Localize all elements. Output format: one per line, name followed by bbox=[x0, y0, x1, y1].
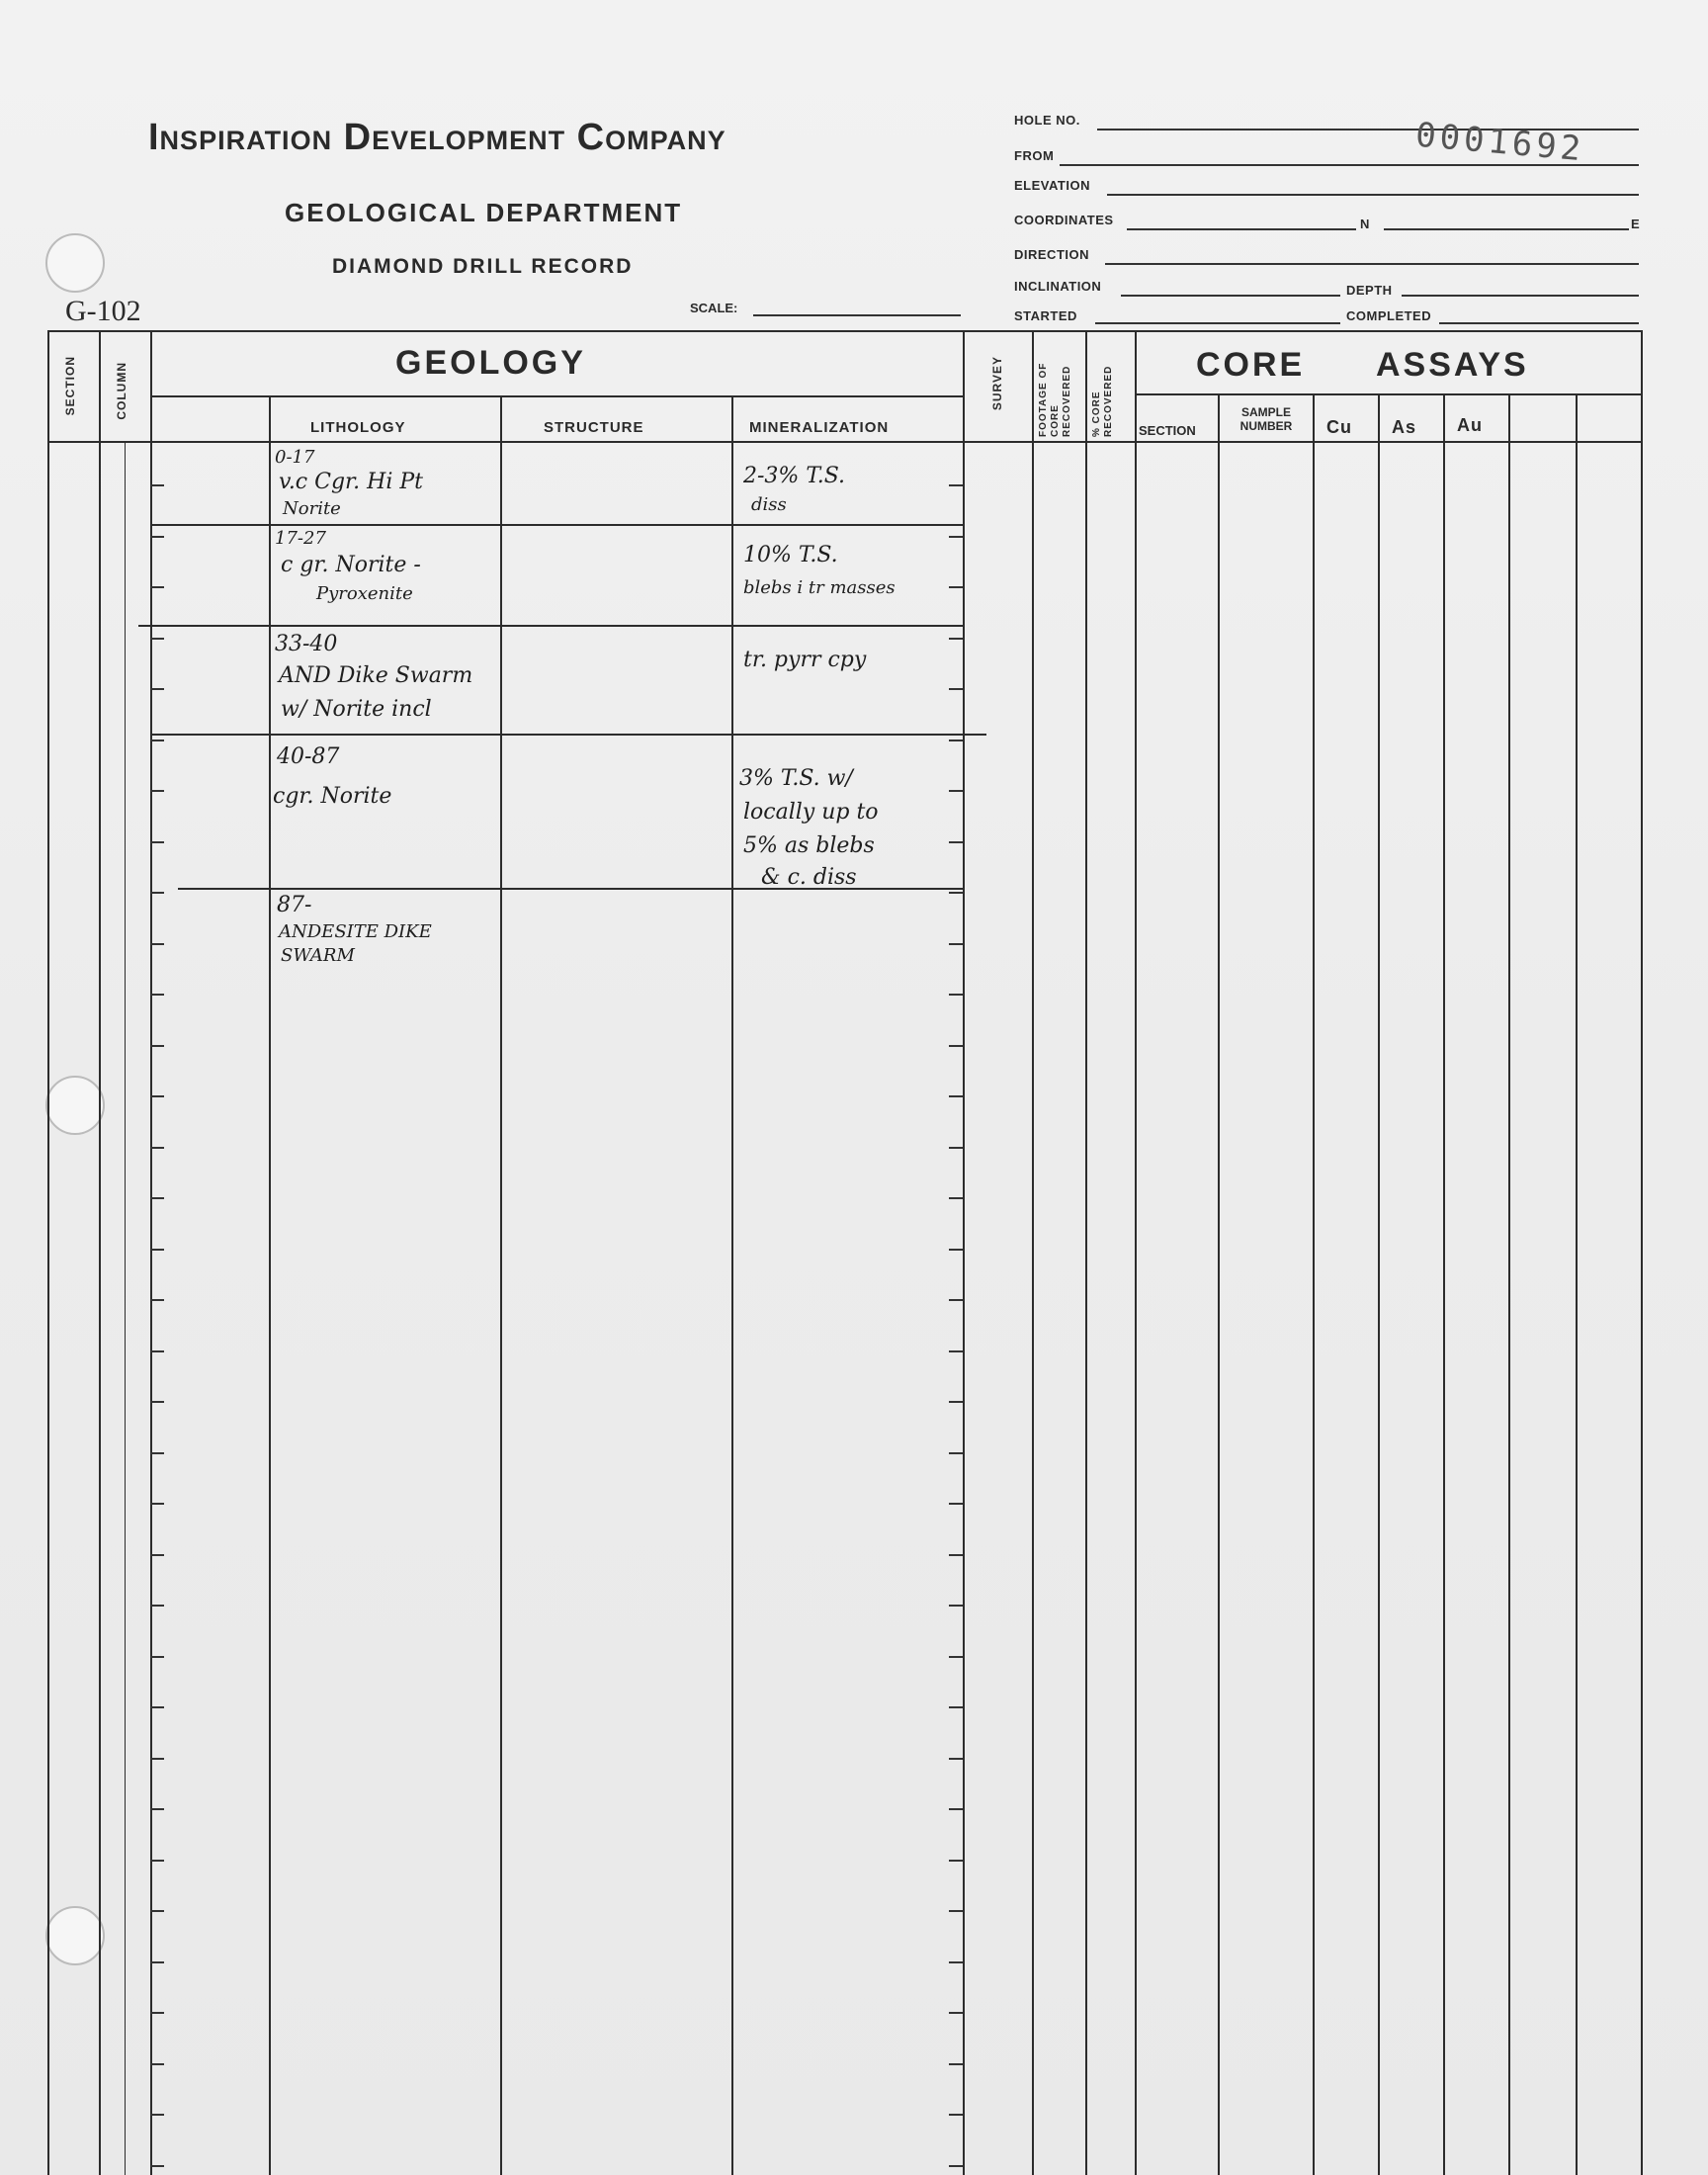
coordinates-n-label: N bbox=[1360, 217, 1370, 231]
survey-right-divider bbox=[1032, 330, 1034, 2175]
coordinates-label: COORDINATES bbox=[1014, 213, 1114, 227]
entry-mineralization: locally up to bbox=[743, 800, 879, 825]
form-code: G-102 bbox=[65, 295, 141, 327]
depth-tick bbox=[949, 892, 963, 894]
entry-interval: 87- bbox=[277, 893, 312, 917]
entry-lithology: v.c Cgr. Hi Pt bbox=[279, 470, 423, 494]
depth-tick bbox=[949, 688, 963, 690]
depth-tick bbox=[150, 484, 164, 486]
elevation-label: ELEVATION bbox=[1014, 178, 1090, 193]
depth-tick bbox=[150, 994, 164, 996]
depth-tick bbox=[150, 943, 164, 945]
depth-tick bbox=[150, 1299, 164, 1301]
depth-tick bbox=[949, 638, 963, 640]
depth-line[interactable] bbox=[1402, 295, 1639, 297]
coordinates-e-label: E bbox=[1631, 217, 1641, 231]
depth-tick bbox=[150, 1554, 164, 1556]
depth-tick bbox=[150, 1605, 164, 1607]
entry-interval: 40-87 bbox=[277, 744, 340, 769]
punch-hole bbox=[45, 233, 105, 293]
mineralization-left-divider bbox=[731, 395, 733, 2175]
depth-tick bbox=[949, 2012, 963, 2014]
au-divider bbox=[1508, 393, 1510, 2175]
footage-right-divider bbox=[1085, 330, 1087, 2175]
lithology-header: LITHOLOGY bbox=[310, 419, 406, 436]
pct-core-header: % CORE RECOVERED bbox=[1091, 365, 1114, 437]
entry-lithology: ANDESITE DIKE bbox=[279, 921, 432, 942]
au-header: Au bbox=[1457, 415, 1483, 435]
core-header: CORE bbox=[1196, 346, 1306, 384]
depth-tick bbox=[949, 1503, 963, 1505]
depth-tick bbox=[949, 1045, 963, 1047]
geology-right-divider bbox=[963, 330, 965, 2175]
record-type: DIAMOND DRILL RECORD bbox=[332, 255, 634, 278]
depth-tick bbox=[949, 1401, 963, 1403]
depth-tick bbox=[949, 1656, 963, 1658]
geology-subheader-rule bbox=[150, 395, 965, 397]
depth-tick bbox=[949, 1197, 963, 1199]
elevation-line[interactable] bbox=[1107, 194, 1639, 196]
assay-section-divider bbox=[1218, 393, 1220, 2175]
depth-tick bbox=[150, 536, 164, 538]
depth-tick bbox=[150, 892, 164, 894]
mineralization-header: MINERALIZATION bbox=[749, 419, 890, 436]
entry-mineralization: & c. diss bbox=[761, 865, 857, 890]
depth-tick bbox=[949, 1860, 963, 1862]
entry-lithology: AND Dike Swarm bbox=[279, 663, 473, 688]
depth-tick bbox=[949, 1910, 963, 1912]
depth-tick bbox=[949, 2063, 963, 2065]
scale-line bbox=[753, 314, 961, 316]
geology-header: GEOLOGY bbox=[395, 344, 586, 382]
entry-lithology: Pyroxenite bbox=[316, 583, 413, 604]
started-line[interactable] bbox=[1095, 322, 1340, 324]
assay-subheader-rule bbox=[1135, 393, 1643, 395]
section-header: SECTION bbox=[63, 356, 77, 416]
column-geology-divider bbox=[150, 330, 152, 2175]
entry-interval: 17-27 bbox=[275, 528, 326, 549]
as-divider bbox=[1443, 393, 1445, 2175]
depth-tick bbox=[949, 1605, 963, 1607]
structure-left-divider bbox=[500, 395, 502, 2175]
cu-header: Cu bbox=[1326, 417, 1352, 437]
punch-hole bbox=[45, 1076, 105, 1135]
depth-tick bbox=[150, 1350, 164, 1352]
structure-header: STRUCTURE bbox=[544, 419, 644, 436]
entry-lithology: w/ Norite incl bbox=[281, 697, 432, 722]
from-label: FROM bbox=[1014, 148, 1055, 163]
depth-tick bbox=[150, 1249, 164, 1251]
column-header: COLUMN bbox=[115, 362, 128, 420]
depth-tick bbox=[949, 484, 963, 486]
entry-mineralization: diss bbox=[751, 494, 787, 515]
footage-header: FOOTAGE OF CORE RECOVERED bbox=[1038, 362, 1072, 437]
depth-tick bbox=[949, 1095, 963, 1097]
depth-tick bbox=[949, 1706, 963, 1708]
depth-tick bbox=[150, 740, 164, 741]
depth-tick bbox=[150, 1401, 164, 1403]
depth-label: DEPTH bbox=[1346, 283, 1393, 298]
depth-tick bbox=[150, 1860, 164, 1862]
entry-lithology: Norite bbox=[283, 498, 341, 519]
table-left-border bbox=[47, 330, 49, 2175]
sample-number-header: SAMPLE NUMBER bbox=[1239, 405, 1293, 433]
blank-assay-divider bbox=[1576, 393, 1578, 2175]
depth-tick bbox=[150, 1147, 164, 1149]
survey-header: SURVEY bbox=[990, 356, 1004, 411]
entry-lithology: SWARM bbox=[281, 945, 355, 966]
entry-mineralization: blebs i tr masses bbox=[743, 577, 896, 598]
depth-tick bbox=[150, 1758, 164, 1760]
company-name: Inspiration Development Company bbox=[148, 117, 726, 158]
depth-tick bbox=[150, 1045, 164, 1047]
department-name: GEOLOGICAL DEPARTMENT bbox=[285, 198, 683, 227]
as-header: As bbox=[1392, 417, 1417, 437]
depth-tick bbox=[150, 1503, 164, 1505]
pct-core-right-divider bbox=[1135, 330, 1137, 2175]
depth-tick bbox=[949, 1961, 963, 1963]
depth-tick bbox=[150, 2012, 164, 2014]
inclination-line[interactable] bbox=[1121, 295, 1340, 297]
interval-rule bbox=[150, 734, 986, 736]
depth-tick bbox=[949, 1452, 963, 1454]
depth-tick bbox=[949, 2114, 963, 2116]
entry-mineralization: 10% T.S. bbox=[743, 543, 838, 567]
assay-section-header: SECTION bbox=[1139, 423, 1196, 438]
depth-tick bbox=[150, 1095, 164, 1097]
entry-mineralization: 2-3% T.S. bbox=[743, 464, 846, 488]
inclination-label: INCLINATION bbox=[1014, 279, 1102, 294]
depth-tick bbox=[150, 1197, 164, 1199]
depth-tick bbox=[949, 586, 963, 588]
depth-tick bbox=[150, 638, 164, 640]
hole-number-stamp: 0001692 bbox=[1413, 115, 1586, 170]
column-inner-divider bbox=[125, 441, 126, 2175]
entry-interval: 0-17 bbox=[275, 447, 315, 468]
interval-rule bbox=[150, 524, 963, 526]
depth-tick bbox=[150, 841, 164, 843]
coordinates-n-line[interactable] bbox=[1127, 228, 1356, 230]
depth-tick bbox=[150, 790, 164, 792]
depth-tick bbox=[949, 1147, 963, 1149]
depth-tick bbox=[949, 1249, 963, 1251]
entry-lithology: cgr. Norite bbox=[273, 784, 392, 809]
depth-tick bbox=[949, 1808, 963, 1810]
direction-line[interactable] bbox=[1105, 263, 1639, 265]
header-bottom-rule bbox=[47, 441, 1643, 443]
depth-tick bbox=[150, 2063, 164, 2065]
depth-tick bbox=[949, 1299, 963, 1301]
depth-tick bbox=[949, 1758, 963, 1760]
scale-label: SCALE: bbox=[690, 301, 738, 315]
entry-mineralization: tr. pyrr cpy bbox=[743, 648, 867, 672]
depth-tick bbox=[949, 536, 963, 538]
section-column-divider bbox=[99, 330, 101, 2175]
assays-header: ASSAYS bbox=[1376, 346, 1529, 384]
table-right-border bbox=[1641, 330, 1643, 2175]
depth-tick bbox=[949, 790, 963, 792]
depth-tick bbox=[949, 1554, 963, 1556]
depth-tick bbox=[949, 994, 963, 996]
depth-tick bbox=[150, 2114, 164, 2116]
direction-label: DIRECTION bbox=[1014, 247, 1089, 262]
cu-divider bbox=[1378, 393, 1380, 2175]
depth-tick bbox=[949, 1350, 963, 1352]
depth-tick bbox=[150, 1961, 164, 1963]
depth-tick bbox=[949, 841, 963, 843]
entry-mineralization: 5% as blebs bbox=[743, 833, 875, 858]
completed-line[interactable] bbox=[1439, 322, 1639, 324]
coordinates-e-line[interactable] bbox=[1384, 228, 1629, 230]
hole-no-label: HOLE NO. bbox=[1014, 113, 1080, 128]
punch-hole bbox=[45, 1906, 105, 1965]
depth-tick bbox=[150, 1910, 164, 1912]
depth-tick bbox=[150, 688, 164, 690]
depth-tick bbox=[150, 1706, 164, 1708]
depth-tick bbox=[150, 586, 164, 588]
lithology-left-divider bbox=[269, 395, 271, 2175]
depth-tick bbox=[150, 1452, 164, 1454]
entry-interval: 33-40 bbox=[275, 632, 338, 656]
table-top-rule bbox=[47, 330, 1643, 332]
depth-tick bbox=[949, 740, 963, 741]
depth-tick bbox=[150, 1808, 164, 1810]
sample-number-divider bbox=[1313, 393, 1315, 2175]
entry-mineralization: 3% T.S. w/ bbox=[739, 766, 853, 791]
depth-tick bbox=[949, 943, 963, 945]
entry-lithology: c gr. Norite - bbox=[281, 553, 421, 577]
from-line[interactable] bbox=[1060, 164, 1639, 166]
depth-tick bbox=[150, 1656, 164, 1658]
interval-rule bbox=[138, 625, 963, 627]
completed-label: COMPLETED bbox=[1346, 308, 1432, 323]
depth-tick bbox=[150, 2165, 164, 2167]
started-label: STARTED bbox=[1014, 308, 1077, 323]
depth-tick bbox=[949, 2165, 963, 2167]
